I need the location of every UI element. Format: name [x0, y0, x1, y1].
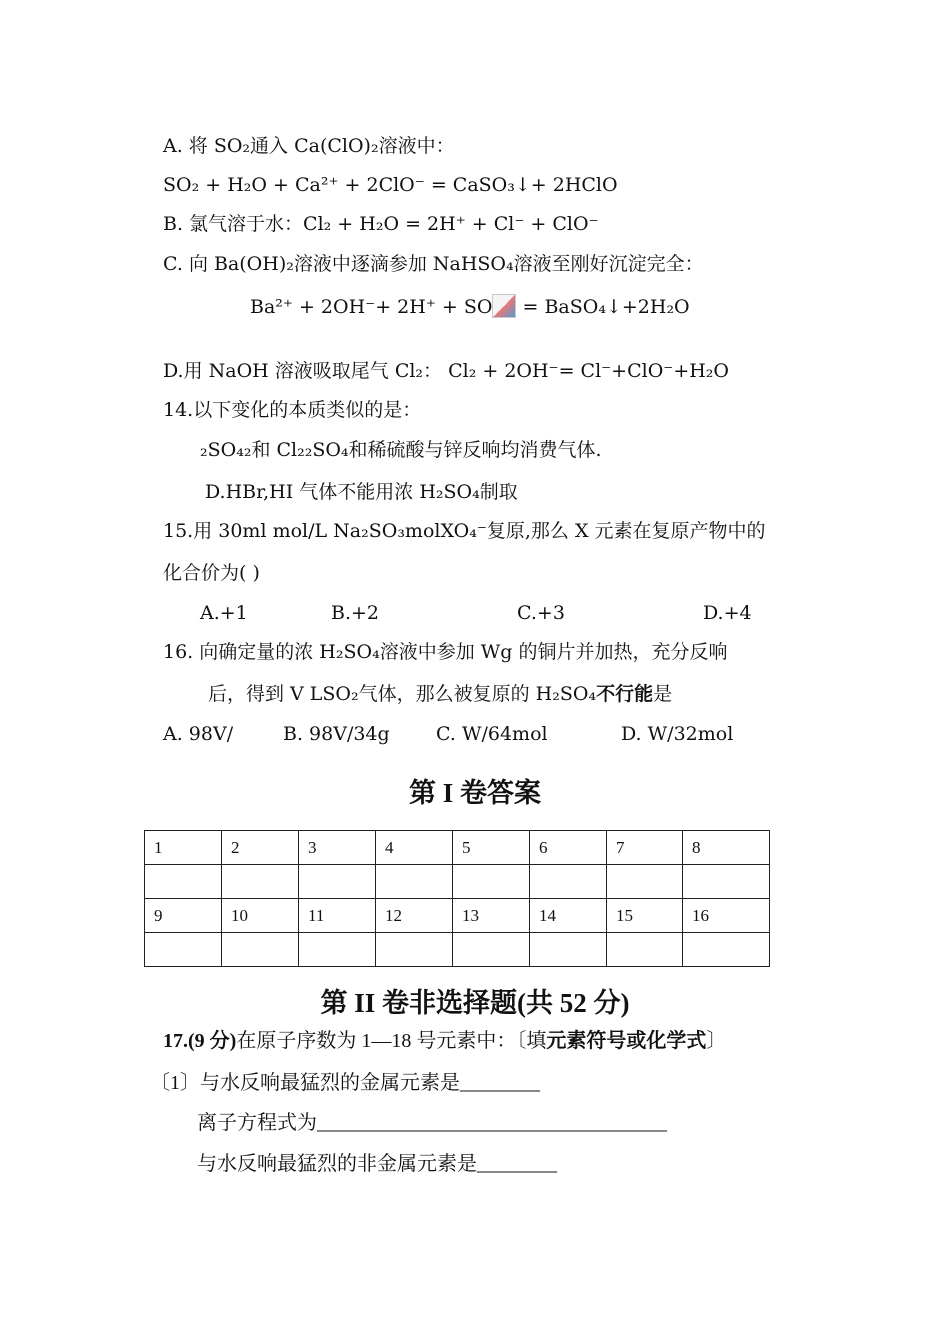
answer-cell [145, 933, 222, 967]
answer-number: 14 [530, 899, 607, 933]
answer-number: 12 [376, 899, 453, 933]
q16-stem-post: 是 [653, 683, 673, 705]
answer-cell [607, 933, 683, 967]
answer-cell [222, 933, 299, 967]
answer-number: 13 [453, 899, 530, 933]
answer-cell [607, 865, 683, 899]
answer-number: 15 [607, 899, 683, 933]
answer-cell [683, 865, 770, 899]
answer-number: 4 [376, 831, 453, 865]
q17-stem-emphasis: 元素符号或化学式 [546, 1030, 707, 1052]
answer-cell [453, 933, 530, 967]
q17-part-1: 〔1〕与水反响最猛烈的金属元素是________ [150, 1072, 540, 1094]
answer-number: 11 [299, 899, 376, 933]
answer-cell [376, 865, 453, 899]
q13-option-a-equation: SO₂ + H₂O + Ca²⁺ + 2ClO⁻ = CaSO₃↓+ 2HClO [163, 174, 618, 196]
answer-table-header-row-2 [145, 899, 770, 933]
broken-image-icon [492, 294, 516, 318]
q16-stem: 16. 向确定量的浓 H₂SO₄溶液中参加 Wg 的铜片并加热，充分反响 [163, 641, 728, 663]
answer-table-blank-row-2 [145, 933, 770, 967]
q15-stem-continued: 化合价为( ) [163, 562, 260, 584]
answer-table [144, 830, 770, 967]
q16-option-d: D. W/32mol [621, 723, 734, 745]
answer-number: 1 [145, 831, 222, 865]
q14-line: ₂SO₄₂和 Cl₂₂SO₄和稀硫酸与锌反响均消费气体. [200, 439, 602, 461]
q17-ionic-equation: 离子方程式为___________________________________ [197, 1112, 667, 1134]
q16-option-a: A. 98V/ [163, 723, 234, 745]
answer-number: 7 [607, 831, 683, 865]
answer-cell [683, 933, 770, 967]
answer-cell [299, 865, 376, 899]
answer-cell [376, 933, 453, 967]
answer-number: 6 [530, 831, 607, 865]
answer-table-blank-row-1 [145, 865, 770, 899]
q16-stem-continued [208, 682, 672, 706]
section-2-title: 第 II 卷非选择题(共 52 分) [320, 988, 630, 1018]
q17-stem [163, 1029, 726, 1053]
answer-number: 10 [222, 899, 299, 933]
q13-option-c-equation [250, 294, 690, 319]
answer-cell [299, 933, 376, 967]
q13-option-c-equation-right: = BaSO₄↓+2H₂O [522, 296, 690, 318]
q15-option-b: B.+2 [331, 602, 380, 624]
q13-option-c-equation-left: Ba²⁺ + 2OH⁻+ 2H⁺ + SO [250, 296, 493, 318]
q13-option-b: B. 氯气溶于水：Cl₂ + H₂O = 2H⁺ + Cl⁻ + ClO⁻ [163, 213, 599, 235]
answer-table-header-row-1 [145, 831, 770, 865]
q16-stem-pre: 后，得到 V LSO₂气体，那么被复原的 H₂SO₄ [208, 683, 597, 705]
q16-stem-emphasis: 不行能 [596, 683, 654, 705]
q16-option-c: C. W/64mol [436, 723, 548, 745]
q15-option-c: C.+3 [517, 602, 565, 624]
answer-cell [530, 933, 607, 967]
answer-number: 5 [453, 831, 530, 865]
q17-stem-end: 〕 [706, 1030, 727, 1052]
q14-stem: 14.以下变化的本质类似的是： [163, 399, 422, 421]
section-1-title: 第 I 卷答案 [408, 778, 541, 808]
q17-stem-text: 在原子序数为 1—18 号元素中：〔填 [236, 1030, 547, 1052]
q13-option-d: D.用 NaOH 溶液吸取尾气 Cl₂： Cl₂ + 2OH⁻= Cl⁻+ClO⁻+H₂O [163, 360, 730, 382]
q17-nonmetal: 与水反响最猛烈的非金属元素是________ [197, 1153, 557, 1175]
q13-option-c: C. 向 Ba(OH)₂溶液中逐滴参加 NaHSO₄溶液至刚好沉淀完全： [163, 253, 704, 275]
answer-number: 16 [683, 899, 770, 933]
q13-option-a: A. 将 SO₂通入 Ca(ClO)₂溶液中： [163, 135, 455, 157]
answer-cell [145, 865, 222, 899]
q15-option-a: A.+1 [200, 602, 248, 624]
q14-option-d: D.HBr,HI 气体不能用浓 H₂SO₄制取 [205, 481, 518, 503]
answer-number: 3 [299, 831, 376, 865]
answer-number: 9 [145, 899, 222, 933]
answer-number: 8 [683, 831, 770, 865]
q17-number: 17.(9 分) [163, 1030, 237, 1052]
answer-cell [530, 865, 607, 899]
q15-stem: 15.用 30ml mol/L Na₂SO₃molXO₄⁻复原,那么 X 元素在复原产物中的 [163, 520, 766, 542]
answer-cell [453, 865, 530, 899]
answer-cell [222, 865, 299, 899]
answer-number: 2 [222, 831, 299, 865]
q16-option-b: B. 98V/34g [283, 723, 390, 745]
q15-option-d: D.+4 [703, 602, 752, 624]
